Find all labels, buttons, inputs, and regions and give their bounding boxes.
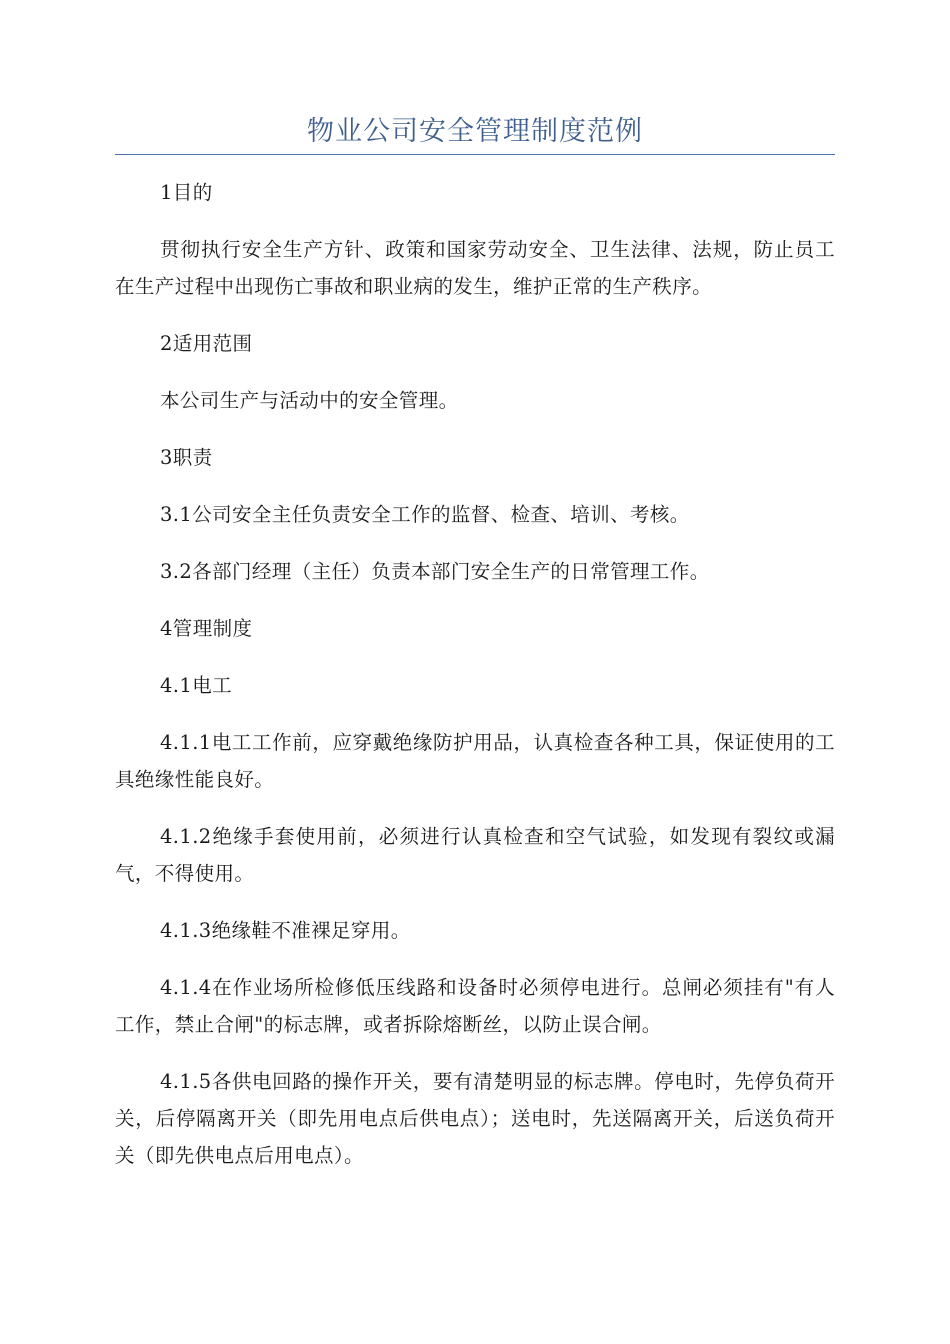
paragraph-3-2: 3.2各部门经理（主任）负责本部门安全生产的日常管理工作。 bbox=[160, 560, 710, 583]
section-heading-purpose: 1目的 bbox=[160, 181, 213, 204]
section-heading-responsibilities: 3职责 bbox=[160, 446, 213, 469]
paragraph-4-1-3: 4.1.3绝缘鞋不准裸足穿用。 bbox=[160, 919, 411, 942]
paragraph-3-1: 3.1公司安全主任负责安全工作的监督、检查、培训、考核。 bbox=[160, 503, 690, 526]
document-title: 物业公司安全管理制度范例 bbox=[307, 116, 643, 147]
document-body bbox=[115, 174, 835, 1194]
title-underline bbox=[115, 154, 835, 155]
paragraph-4-1-5: 4.1.5各供电回路的操作开关，要有清楚明显的标志牌。停电时，先停负荷开关，后停隔离开关（即先用电点后供电点）；送电时，先送隔离开关，后送负荷开关（即先供电点后用电点）。 bbox=[115, 1070, 835, 1167]
paragraph-scope-text: 本公司生产与活动中的安全管理。 bbox=[160, 389, 459, 412]
paragraph-4-1-4: 4.1.4在作业场所检修低压线路和设备时必须停电进行。总闸必须挂有"有人工作，禁止合闸"的标志牌，或者拆除熔断丝，以防止误合闸。 bbox=[115, 976, 835, 1036]
section-heading-management: 4管理制度 bbox=[160, 617, 253, 640]
paragraph-purpose-text: 贯彻执行安全生产方针、政策和国家劳动安全、卫生法律、法规，防止员工在生产过程中出现伤亡事故和职业病的发生，维护正常的生产秩序。 bbox=[115, 238, 835, 298]
paragraph-4-1-1: 4.1.1电工工作前，应穿戴绝缘防护用品，认真检查各种工具，保证使用的工具绝缘性能良好。 bbox=[115, 731, 835, 791]
section-heading-scope: 2适用范围 bbox=[160, 332, 253, 355]
paragraph-4-1-2: 4.1.2绝缘手套使用前，必须进行认真检查和空气试验，如发现有裂纹或漏气，不得使用。 bbox=[115, 825, 835, 885]
subsection-heading-electrician: 4.1电工 bbox=[160, 674, 233, 697]
